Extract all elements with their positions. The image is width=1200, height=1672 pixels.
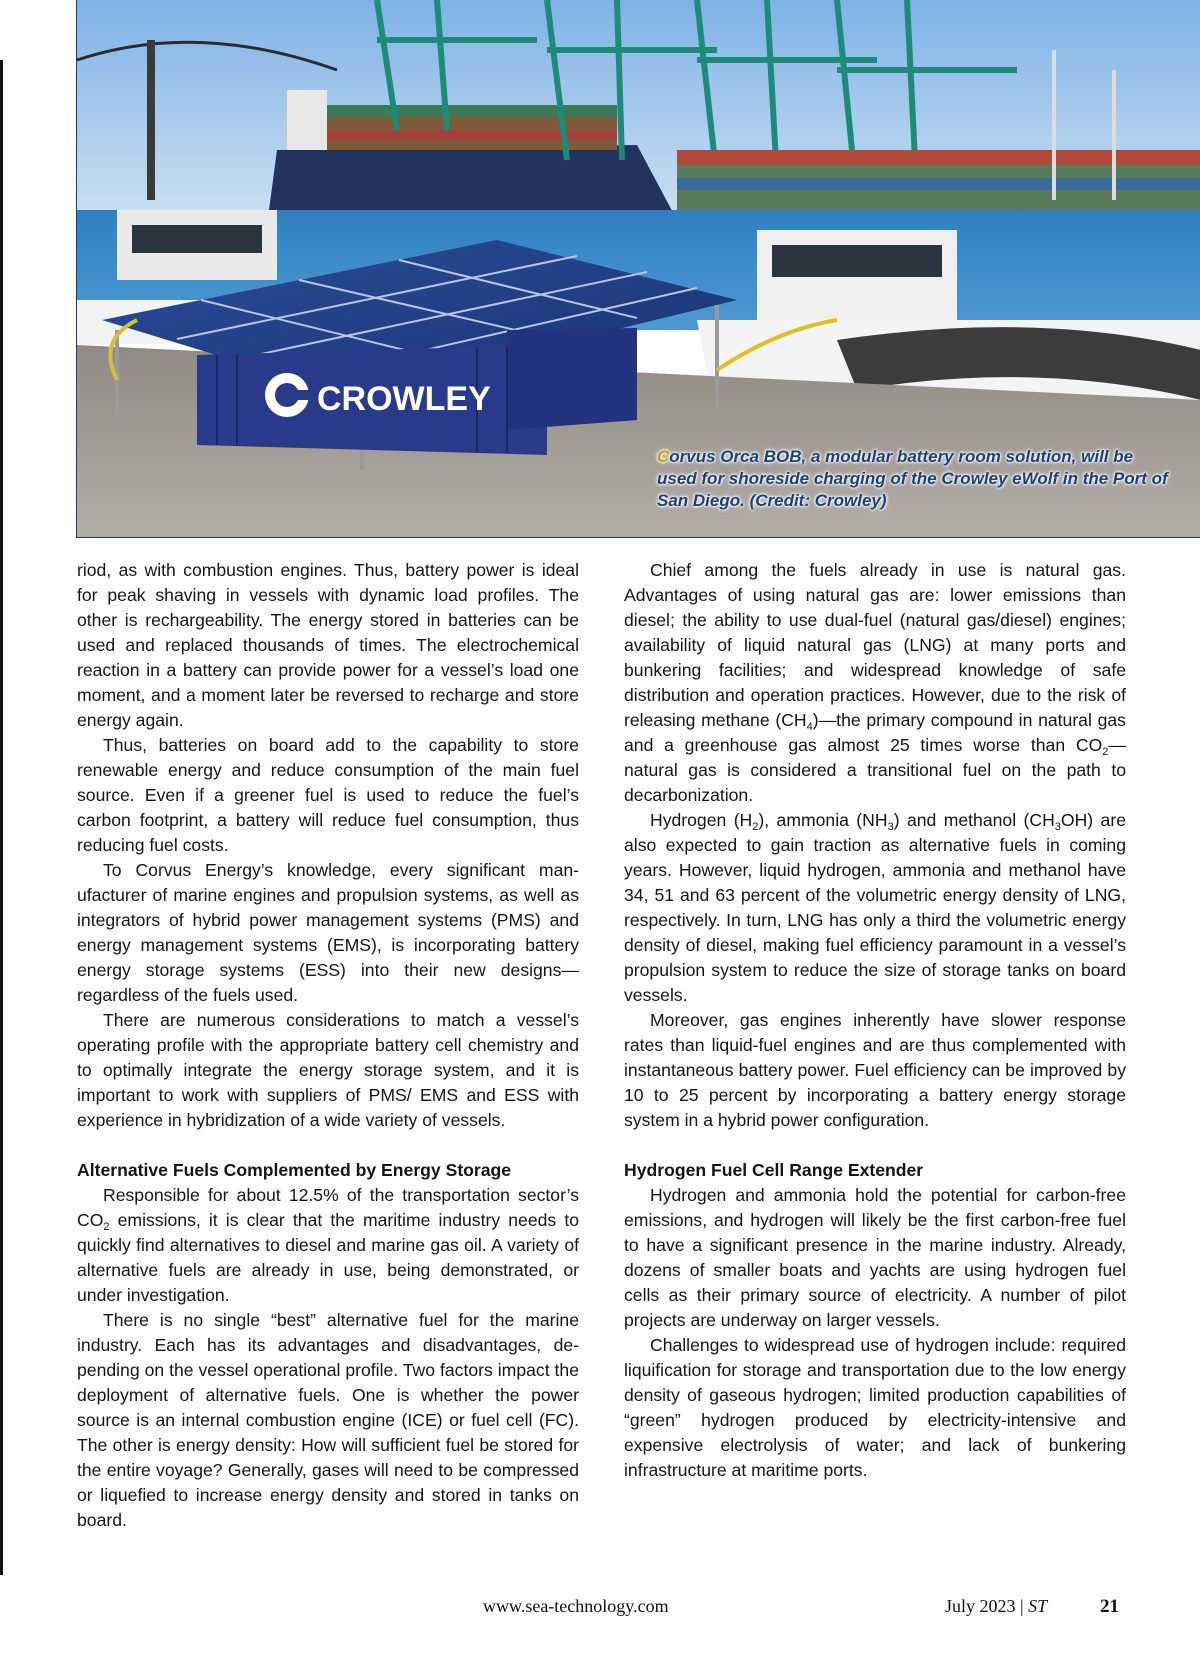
paragraph: Responsible for about 12.5% of the transportation sector’s $CO_2$ emissions, it is clear that the maritime industry needs to quickly find alternatives to diesel and marine gas oil. A variety of alternative fuels are already in use, being demonstrated, or under investigation. [77, 1185, 579, 1305]
photo-caption [657, 446, 1177, 512]
right-column [624, 558, 1126, 1483]
caption-drop-letter: C [657, 447, 670, 466]
paragraph: To Corvus Energy’s knowledge, every significant manufacturer of marine engines and propulsion systems, as well as integrators of hybrid power management systems (PMS) and energy management systems (EMS), is incorporating battery energy storage systems (ESS) into their new designs—regardless of the fuels used. [77, 860, 579, 1005]
paragraph: There is no single “best” alternative fuel for the marine industry. Each has its advantages and disadvantages, depending on the vessel operational profile. Two factors impact the deployment of alternative fuels. One is whether the power source is an internal combustion engine (ICE) or fuel cell (FC). The other is energy density: How will sufficient fuel be stored for the entire voyage? Generally, gases will need to be compressed or liquefied to increase energy density and stored in tanks on board. [77, 1310, 579, 1530]
article-photo [76, 0, 1200, 538]
paragraph: riod, as with combustion engines. Thus, battery power is ideal for peak shaving in vessels with dynamic load profiles. The other is rechargeability. The energy stored in batteries can be used and replaced thousands of times. The electrochemical reaction in a battery can provide power for a vessel’s load one moment, and a moment later be reversed to recharge and store energy again. [77, 560, 579, 730]
page-footer [0, 1596, 1200, 1626]
paragraph: Chief among the fuels already in use is natural gas. Advantages of using natural gas are: lower emissions than diesel; the ability to use dual-fuel (natural gas/diesel) engines; availability of liquid natural gas (LNG) at many ports and bunkering facilities; and widespread knowledge of safe distribution and operation practices. However, due to the risk of releasing methane $(CH_4)—the$ primary compound in natural gas and a greenhouse gas almost 25 times worse than $CO_2—natural$ gas is considered a transitional fuel on the path to decarbonization. [624, 560, 1126, 805]
left-column [77, 558, 579, 1533]
container-brand-text: CROWLEY [317, 380, 491, 418]
paragraph: Moreover, gas engines inherently have slower response rates than liquid-fuel engines and are thus complemented with instantaneous battery power. Fuel efficiency can be improved by 10 to 25 percent by incorporating a battery energy storage system in a hybrid power configuration. [624, 1010, 1126, 1130]
section-heading: Hydrogen Fuel Cell Range Extender [624, 1160, 924, 1180]
caption-text: orvus Orca BOB, a modular battery room solution, will be used for shoreside charging of the Crowley eWolf in the Port of San Diego. (Credit: Crowley) [657, 447, 1168, 510]
page-number: 21 [1100, 1596, 1119, 1617]
paragraph: Hydrogen and ammonia hold the potential for carbon-free emissions, and hydrogen will likely be the first carbon-free fuel to have a significant presence in the marine industry. Already, dozens of smaller boats and yachts are using hydrogen fuel cells as their primary source of electricity. A number of pilot projects are underway on larger vessels. [624, 1185, 1126, 1330]
section-heading: Alternative Fuels Complemented by Energy Storage [77, 1160, 512, 1180]
paragraph: There are numerous considerations to match a vessel’s operating profile with the appropriate battery cell chemistry and to optimally integrate the energy storage system, and it is important to work with suppliers of PMS/ EMS and ESS with experience in hybridization of a wide variety of vessels. [77, 1010, 579, 1130]
paragraph: Thus, batteries on board add to the capability to store renewable energy and reduce consumption of the main fuel source. Even if a greener fuel is used to reduce the fuel’s carbon footprint, a battery will reduce fuel consumption, thus reducing fuel costs. [77, 735, 579, 855]
footer-url[interactable]: www.sea-technology.com [483, 1596, 669, 1616]
paragraph: Challenges to widespread use of hydrogen include: required liquification for storage and transportation due to the low energy density of gaseous hydrogen; limited production capabilities of “green” hydrogen produced by electricity-intensive and expensive electrolysis of water; and lack of bunkering infrastructure at maritime ports. [624, 1335, 1126, 1480]
footer-issue: July 2023 | ST [945, 1596, 1048, 1616]
page-edge-rule [0, 60, 3, 1575]
paragraph: Hydrogen $(H_2)$, ammonia $(NH_3)$ and methanol $(CH_3OH)$ are also expected to gain traction as alternative fuels in coming years. However, liquid hydrogen, ammonia and methanol have 34, 51 and 63 percent of the volumetric energy density of LNG, respectively. In turn, LNG has only a third the volumetric energy density of diesel, making fuel efficiency paramount in a vessel’s propulsion system to reduce the size of storage tanks on board vessels. [624, 810, 1126, 1005]
